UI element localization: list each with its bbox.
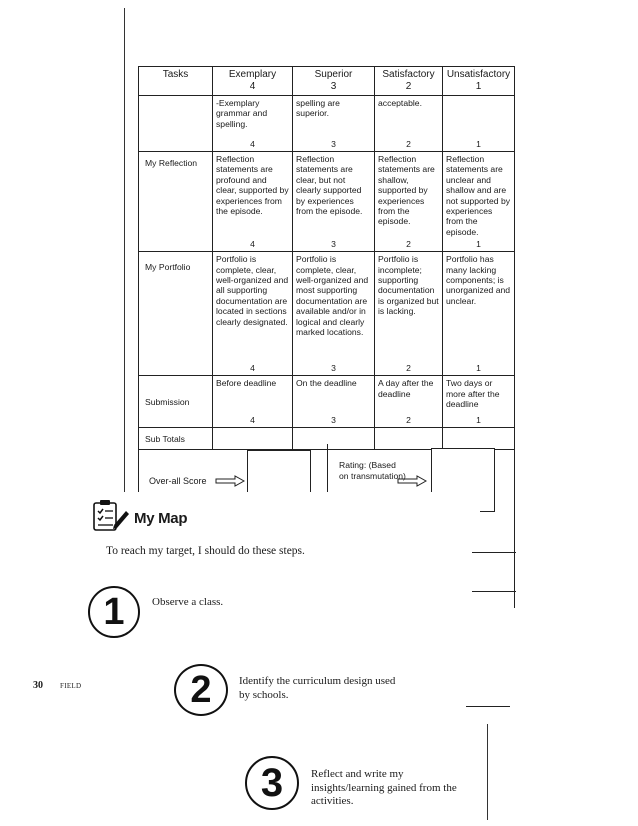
task-label: [139, 96, 213, 152]
rubric-row-grammar: [139, 96, 515, 152]
page-margin-rule-lower: [487, 724, 488, 820]
task-label: My Portfolio: [139, 252, 213, 376]
task-label: Submission: [139, 376, 213, 428]
step-3-badge: [245, 756, 299, 810]
overall-score-label: Over-all Score: [149, 476, 207, 486]
rubric-cell: 1: [443, 96, 515, 152]
rubric-cell: Before deadline 4: [213, 376, 293, 428]
step-2-number: 2: [190, 668, 212, 711]
rubric-header-row: [139, 67, 515, 96]
my-map-intro: To reach my target, I should do these steps.: [106, 545, 305, 557]
header-superior: Superior 3: [293, 67, 375, 96]
rubric-cell: -Exemplary grammar and spelling. 4: [213, 96, 293, 152]
header-satisfactory: Satisfactory 2: [375, 67, 443, 96]
header-unsatisfactory: Unsatisfactory 1: [443, 67, 515, 96]
rubric-row-reflection: [139, 152, 515, 252]
rating-label: Rating: (Based on transmutation): [339, 460, 406, 481]
subtotals-label: Sub Totals: [139, 428, 213, 450]
step-2-badge: [174, 664, 228, 716]
step-1-number: 1: [103, 590, 125, 633]
step-1-badge: [88, 586, 140, 638]
right-arrow-icon: [215, 475, 245, 487]
step-3-number: 3: [260, 760, 284, 805]
my-map-title: My Map: [134, 510, 188, 527]
stray-rule: [472, 552, 516, 553]
rubric-row-submission: [139, 376, 515, 428]
header-exemplary: Exemplary 4: [213, 67, 293, 96]
rubric-cell: Reflection statements are clear, but not clearly supported by experiences from the episode. 3: [293, 152, 375, 252]
rubric-cell: Portfolio is complete, clear, well-organized and all supporting documentation are located in sections clearly designated. 4: [213, 252, 293, 376]
rubric-cell: On the deadline 3: [293, 376, 375, 428]
rubric-cell: Portfolio is incomplete; supporting documentation is organized but is lacking. 2: [375, 252, 443, 376]
rubric-cell: Portfolio has many lacking components; is unorganized and unclear. 1: [443, 252, 515, 376]
rubric-table: [138, 66, 515, 450]
step-1-text: Observe a class.: [152, 596, 224, 608]
rubric-cell: A day after the deadline 2: [375, 376, 443, 428]
rubric-cell: Reflection statements are profound and clear, supported by experiences from the episode. 4: [213, 152, 293, 252]
step-2-text: Identify the curriculum design used by schools.: [239, 675, 396, 701]
stray-rule: [472, 591, 516, 592]
rubric-row-portfolio: [139, 252, 515, 376]
right-arrow-icon: [397, 475, 427, 487]
rubric-cell: Two days or more after the deadline 1: [443, 376, 515, 428]
header-tasks: Tasks: [139, 67, 213, 96]
rubric-cell: Reflection statements are unclear and shallow and are not supported by experiences from the episode. 1: [443, 152, 515, 252]
table-right-border: [514, 444, 515, 608]
footer-word: FIELD: [60, 682, 82, 690]
page-number: 30: [33, 680, 43, 691]
stray-rule: [466, 706, 510, 707]
rubric-cell: acceptable. 2: [375, 96, 443, 152]
map-clipboard-icon: [88, 499, 130, 533]
step-3-text: Reflect and write my insights/learning gained from the activities.: [311, 768, 457, 807]
task-label: My Reflection: [139, 152, 213, 252]
rubric-cell: Reflection statements are shallow, supported by experiences from the episode. 2: [375, 152, 443, 252]
rubric-cell: Portfolio is complete, clear, well-organized and most supporting documentation are available and/or in logical and clearly marked locations. 3: [293, 252, 375, 376]
rubric-cell: spelling are superior. 3: [293, 96, 375, 152]
